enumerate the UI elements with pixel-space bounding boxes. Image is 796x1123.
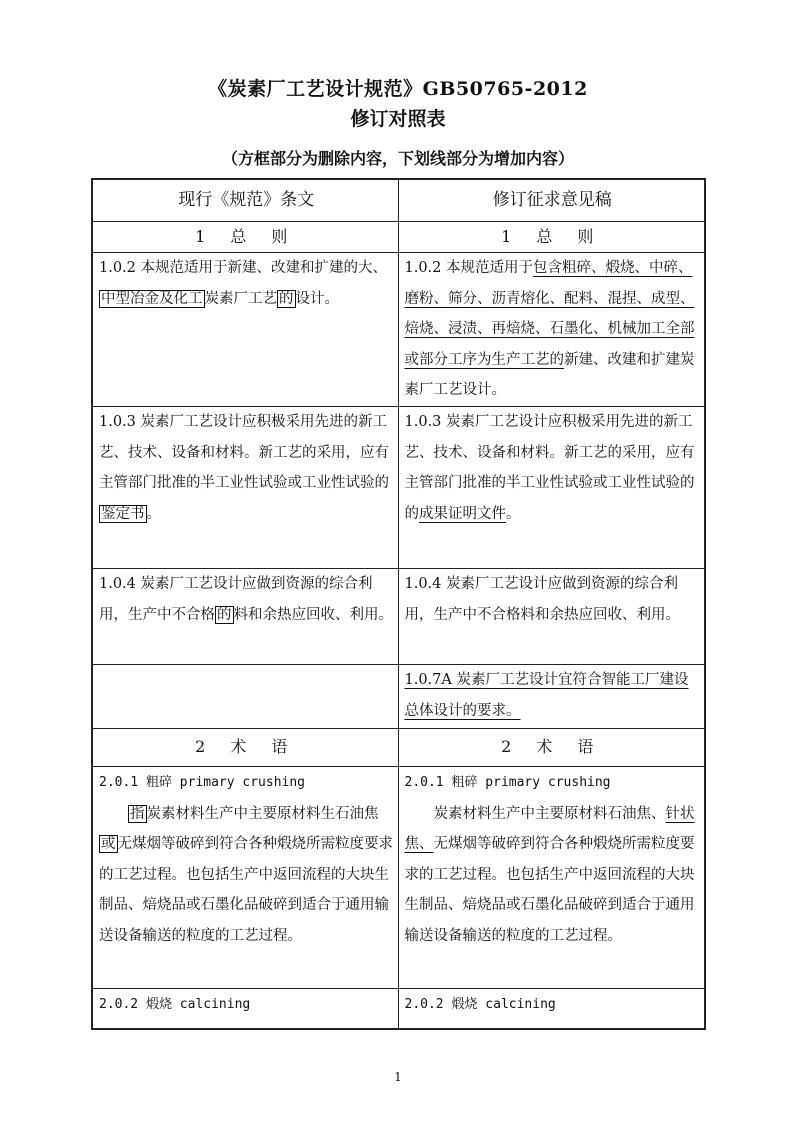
clause-1-0-4-revised: 1.0.4 炭素厂工艺设计应做到资源的综合利用，生产中不合格料和余热应回收、利用。 [398,569,705,665]
deleted-text: 的 [217,606,232,623]
chapter-1-current: 1 总 则 [92,221,398,253]
legend-note: （方框部分为删除内容，下划线部分为增加内容） [221,149,574,168]
clause-heading: 2.0.1 粗碎 primary crushing [99,775,306,790]
clause-1-0-2-revised: 1.0.2 本规范适用于包含粗碎、煅烧、中碎、磨粉、筛分、沥青熔化、配料、混捏、成型、焙烧、浸渍、再焙烧、石墨化、机械加工全部或部分工序为生产工艺的新建、改建和扩建炭素厂工艺设计。 [398,253,705,407]
clause-2-0-1-revised: 2.0.1 粗碎 primary crushing 炭素材料生产中主要原材料石油焦、针状焦、无煤烟等破碎到符合各种煅烧所需粒度要求的工艺过程。也包括生产中返回流程的大块生制品、焙烧品或石墨化品破碎到适合于通用输送设备输送的粒度的工艺过程。 [398,767,705,989]
chapter-1-revised: 1 总 则 [398,221,705,253]
comparison-table [91,178,706,1030]
deleted-text: 或 [101,836,116,852]
clause-2-0-2-current: 2.0.2 煅烧 calcining [92,989,398,1029]
clause-1-0-7a-current [92,665,398,729]
document-title: 《炭素厂工艺设计规范》GB50765-2012 [208,78,588,100]
page-number: 1 [394,1070,402,1084]
added-text: 1.0.7A 炭素厂工艺设计宜符合智能工厂建设总体设计的要求。 [404,672,689,719]
header-revised: 修订征求意见稿 [398,179,705,221]
added-text: 成果证明文件 [419,505,506,522]
document-subtitle: 修订对照表 [350,108,446,130]
clause-1-0-3-current: 1.0.3 炭素厂工艺设计应积极采用先进的新工艺、技术、设备和材料。新工艺的采用，应有主管部门批准的半工业性试验或工业性试验的鉴定书 。 [92,407,398,569]
clause-1-0-3-revised: 1.0.3 炭素厂工艺设计应积极采用先进的新工艺、技术、设备和材料。新工艺的采用，应有主管部门批准的半工业性试验或工业性试验的的成果证明文件。 [398,407,705,569]
clause-2-0-1-current: 2.0.1 粗碎 primary crushing 指 炭素材料生产中主要原材料生石油焦或 无煤烟等破碎到符合各种煅烧所需粒度要求的工艺过程。也包括生产中返回流程的大块生制品、焙烧品或石墨化品破碎到适合于通用输送设备输送的粒度的工艺过程。 [92,767,398,989]
deleted-text: 鉴定书 [101,505,145,522]
clause-heading: 2.0.1 粗碎 primary crushing [404,775,611,790]
clause-1-0-4-current: 1.0.4 炭素厂工艺设计应做到资源的综合利用，生产中不合格 的 料和余热应回收、利用。 [92,569,398,665]
header-current: 现行《规范》条文 [92,179,398,221]
clause-1-0-7a-revised [398,665,705,729]
clause-2-0-2-revised: 2.0.2 煅烧 calcining [398,989,705,1029]
clause-1-0-2-current: 1.0.2 本规范适用于新建、改建和扩建的大、中型冶金及化工 炭素厂工艺 的 设计。 [92,253,398,407]
deleted-text: 指 [130,805,145,822]
chapter-2-revised: 2 术 语 [398,729,705,767]
added-text: 针状焦、 [404,805,695,852]
deleted-text: 的 [279,290,294,307]
chapter-2-current: 2 术 语 [92,729,398,767]
added-text: 包含粗碎、煅烧、中碎、磨粉、筛分、沥青熔化、配料、混捏、成型、焙烧、浸渍、再焙烧、石墨化、机械加工全部或部分工序为生产工艺的 [404,260,695,368]
deleted-text: 中型冶金及化工 [101,290,203,307]
